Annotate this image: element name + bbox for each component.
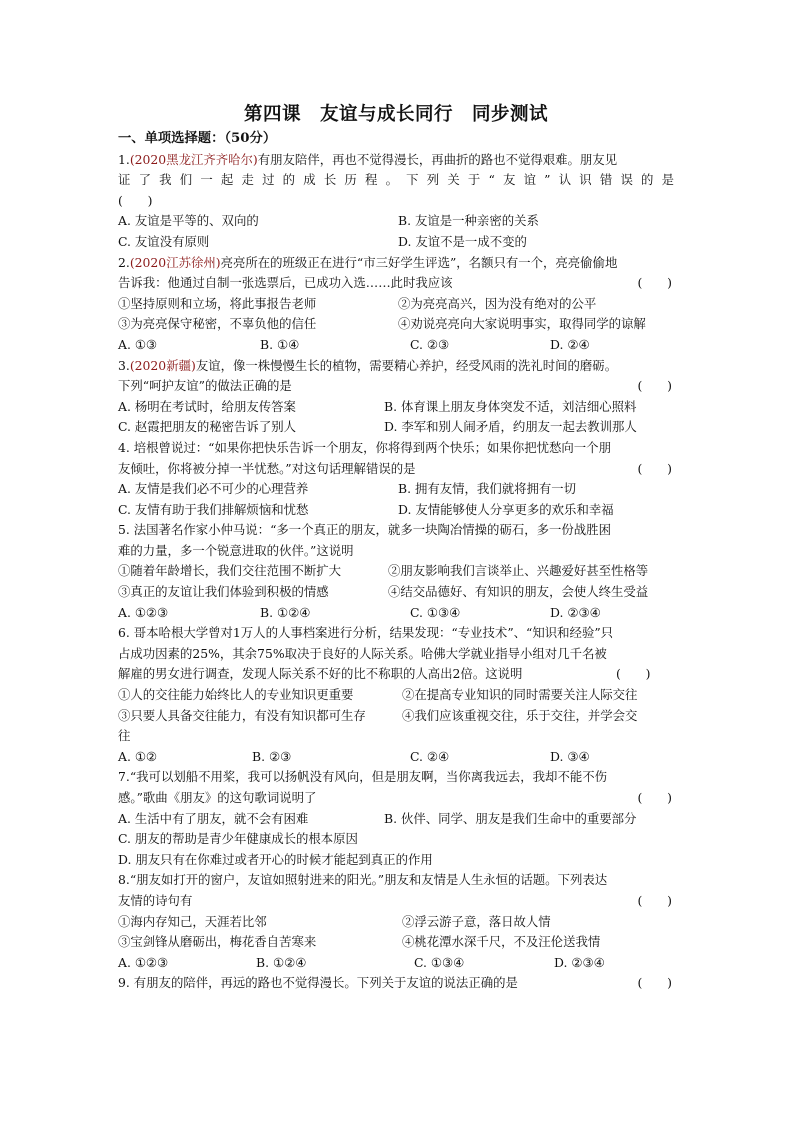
statement-3: ③只要人具备交往能力，有没有知识都可生存 (118, 707, 366, 723)
statement-2: ②朋友影响我们言谈举止、兴趣爱好甚至性格等 (388, 563, 649, 579)
option-b: B. 友谊是一种亲密的关系 (398, 213, 539, 229)
option-c: C. ①③④ (410, 604, 461, 620)
option-d: D. ③④ (550, 748, 590, 764)
option-c: C. 朋友的帮助是青少年健康成长的根本原因 (118, 831, 358, 847)
statement-2: ②浮云游子意，落日故人情 (402, 913, 551, 929)
statement-3: ③真正的友谊让我们体验到积极的情感 (118, 584, 329, 600)
question-stem: 感。”歌曲《朋友》的这句歌词说明了 (118, 790, 317, 805)
question-stem: 亮亮所在的班级正在进行“市三好学生评选”，名额只有一个，亮亮偷偷地 (220, 254, 618, 270)
question-9 (118, 973, 674, 994)
question-stem: 解雇的男女进行调查，发现人际关系不好的比不称职的人高出2倍。这说明 (118, 666, 523, 682)
question-stem: 告诉我：他通过自制一张选票后，已成功入选……此时我应该 (118, 275, 453, 291)
statement-3: ③宝剑锋从磨砺出，梅花香自苦寒来 (118, 934, 317, 950)
option-d: D. 友情能够使人分享更多的欢乐和幸福 (398, 501, 614, 517)
question-stem: “我可以划船不用桨，我可以扬帆没有风向，但是朋友啊，当你离我远去，我却不能不伤 (129, 769, 608, 785)
question-2 (118, 253, 674, 356)
option-c: C. 友情有助于我们排解烦恼和忧愁 (118, 501, 309, 517)
statement-4: ④结交品德好、有知识的朋友，会使人终生受益 (388, 584, 649, 600)
option-c: C. ②③ (410, 336, 450, 352)
question-stem: 友谊，像一株慢慢生长的植物，需要精心养护，经受风雨的洗礼时间的磨砺。 (195, 357, 618, 373)
option-a: A. 友情是我们必不可少的心理营养 (118, 481, 309, 497)
question-5 (118, 520, 674, 623)
answer-paren: ( ) (637, 790, 672, 805)
answer-paren: ( ) (637, 275, 672, 291)
option-d: D. ②③④ (554, 954, 605, 970)
option-b: B. ①②④ (256, 954, 307, 970)
question-number: 2. (118, 254, 130, 270)
option-b: B. 拥有友情，我们就将拥有一切 (398, 481, 577, 497)
option-a: A. ①② (118, 748, 158, 764)
option-d: D. 朋友只有在你难过或者开心的时候才能起到真正的作用 (118, 851, 433, 867)
question-number: 8. (118, 872, 130, 888)
statement-2: ②为亮亮高兴，因为没有绝对的公平 (398, 295, 597, 311)
question-source: (2020新疆) (129, 357, 196, 373)
question-stem: 哥本哈根大学曾对1万人的人事档案进行分析，结果发现：“专业技术”、“知识和经验”只 (133, 625, 614, 641)
statement-1: ①随着年龄增长，我们交往范围不断扩大 (118, 563, 342, 579)
option-c: C. ②④ (410, 748, 450, 764)
option-a: A. ①③ (118, 336, 158, 352)
statement-4: ④劝说亮亮向大家说明事实，取得同学的谅解 (398, 316, 646, 332)
question-number: 4. (118, 439, 130, 455)
question-stem: 培根曾说过：“如果你把快乐告诉一个朋友，你将得到两个快乐；如果你把忧愁向一个朋 (133, 439, 611, 455)
option-a: A. 杨明在考试时，给朋友传答案 (118, 398, 296, 414)
question-stem: 证了我们一起走过的成长历程。下列关于“友谊”认识错误的是 (118, 172, 674, 188)
section-heading: 一、单项选择题：（50分） (118, 131, 277, 146)
option-b: B. ①②④ (260, 604, 311, 620)
question-1 (118, 150, 674, 253)
question-stem: 友倾吐，你将被分掉一半忧愁。”对这句话理解错误的是 (118, 460, 416, 476)
question-number: 9. (118, 975, 130, 991)
answer-paren: ( ) (637, 460, 672, 476)
option-c: C. 赵霞把朋友的秘密告诉了别人 (118, 419, 296, 435)
question-source: (2020黑龙江齐齐哈尔) (129, 151, 258, 167)
question-number: 7. (118, 769, 130, 785)
answer-paren: ( ) (118, 192, 153, 208)
option-a: A. ①②③ (118, 604, 169, 620)
option-a: A. ①②③ (118, 954, 169, 970)
answer-paren: ( ) (637, 975, 672, 991)
question-8 (118, 870, 674, 973)
question-stem: 有朋友的陪伴，再远的路也不觉得漫长。下列关于友谊的说法正确的是 (133, 975, 518, 991)
question-stem: 难的力量，多一个锐意进取的伙伴。”这说明 (118, 542, 354, 558)
statement-4: ④桃花潭水深千尺，不及汪伦送我情 (402, 934, 601, 950)
question-number: 1. (118, 151, 130, 167)
question-number: 6. (118, 625, 130, 641)
question-6 (118, 623, 674, 767)
question-stem: 友情的诗句有 (118, 892, 193, 908)
question-4 (118, 438, 674, 520)
option-b: B. ①④ (260, 336, 300, 352)
question-stem: 占成功因素的25%，其余75%取决于良好的人际关系。哈佛大学就业指导小组对几千名被 (118, 645, 607, 661)
statement-3: ③为亮亮保守秘密，不辜负他的信任 (118, 316, 317, 332)
statement-4-continued: 往 (118, 728, 131, 744)
statement-2: ②在提高专业知识的同时需要关注人际交往 (402, 687, 638, 703)
answer-paren: ( ) (616, 666, 651, 682)
option-d: D. 友谊不是一成不变的 (398, 233, 527, 249)
option-c: C. ①③④ (414, 954, 465, 970)
option-d: D. ②③④ (550, 604, 601, 620)
statement-1: ①坚持原则和立场，将此事报告老师 (118, 295, 317, 311)
option-c: C. 友谊没有原则 (118, 233, 210, 249)
question-7 (118, 767, 674, 870)
answer-paren: ( ) (637, 892, 672, 908)
option-d: D. 李军和别人闹矛盾，约朋友一起去教训那人 (384, 419, 637, 435)
answer-paren: ( ) (637, 378, 672, 394)
question-stem: 下列“呵护友谊”的做法正确的是 (118, 378, 292, 394)
option-d: D. ②④ (550, 336, 590, 352)
option-b: B. ②③ (252, 748, 292, 764)
option-a: A. 生活中有了朋友，就不会有困难 (118, 810, 309, 826)
question-stem: “朋友如打开的窗户，友谊如照射进来的阳光。”朋友和友情是人生永恒的话题。下列表达 (129, 872, 608, 888)
question-stem: 有朋友陪伴，再也不觉得漫长，再曲折的路也不觉得艰难。朋友见 (257, 151, 618, 167)
option-a: A. 友谊是平等的、双向的 (118, 213, 259, 229)
page-title: 第四课 友谊与成长同行 同步测试 (243, 104, 548, 125)
question-stem: 法国著名作家小仲马说：“多一个真正的朋友，就多一块陶冶情操的砺石，多一份战胜困 (133, 522, 611, 538)
question-number: 3. (118, 357, 130, 373)
worksheet-page (118, 103, 674, 994)
statement-1: ①人的交往能力始终比人的专业知识更重要 (118, 687, 354, 703)
question-3 (118, 356, 674, 438)
option-b: B. 伙伴、同学、朋友是我们生命中的重要部分 (384, 810, 637, 826)
question-number: 5. (118, 522, 130, 538)
statement-1: ①海内存知己，天涯若比邻 (118, 913, 267, 929)
question-source: (2020江苏徐州) (129, 254, 221, 270)
statement-4: ④我们应该重视交往，乐于交往，并学会交 (402, 707, 638, 723)
option-b: B. 体育课上朋友身体突发不适，刘洁细心照料 (384, 398, 637, 414)
